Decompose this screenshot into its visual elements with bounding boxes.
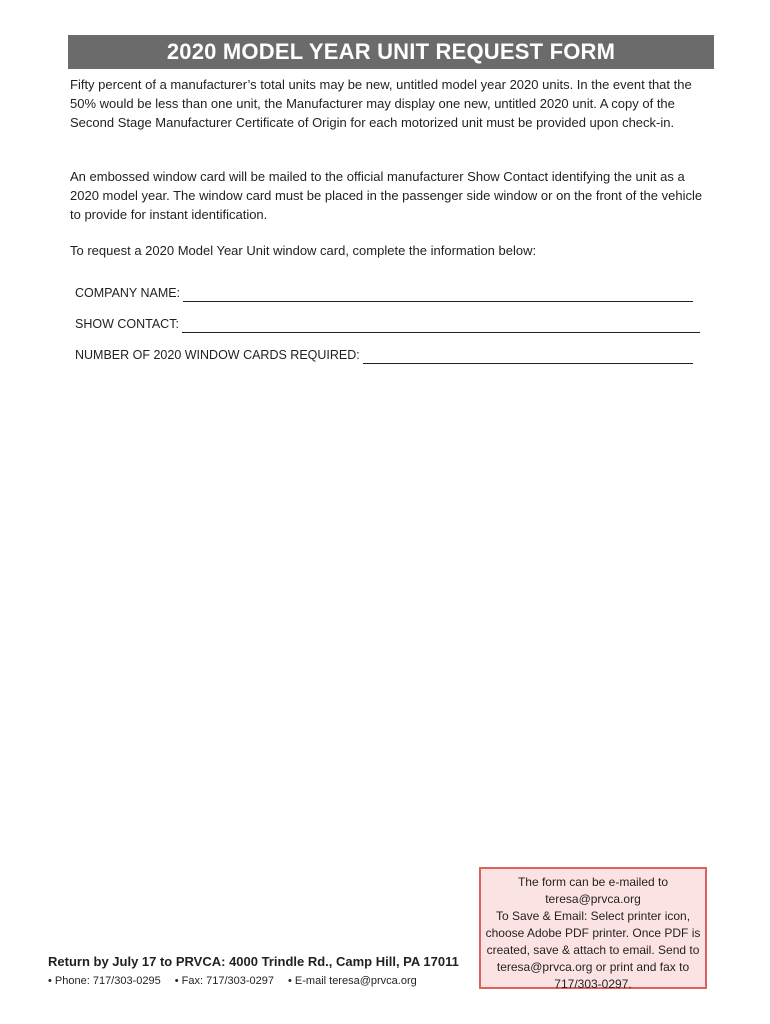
return-address: Return by July 17 to PRVCA: 4000 Trindle Rd., Camp Hill, PA 17011	[48, 954, 459, 969]
company-name-input[interactable]	[183, 287, 693, 302]
window-cards-input[interactable]	[363, 349, 693, 364]
email-note: The form can be e-mailed to teresa@prvca.org	[517, 875, 669, 906]
window-cards-label: NUMBER OF 2020 WINDOW CARDS REQUIRED:	[75, 348, 360, 362]
window-card-paragraph: An embossed window card will be mailed to the official manufacturer Show Contact identifying the unit as a 2020 model year. The window card must be placed in the passenger side window or on the front of the vehicle to provide for instant identification.	[70, 169, 703, 222]
fax-number: • Fax: 717/303-0297	[174, 975, 274, 987]
form-title: 2020 MODEL YEAR UNIT REQUEST FORM	[68, 35, 714, 69]
company-name-row	[75, 284, 693, 302]
window-cards-row	[75, 346, 693, 364]
phone-number: • Phone: 717/303-0295	[48, 975, 161, 987]
request-instructions: To request a 2020 Model Year Unit window card, complete the information below:	[70, 243, 537, 258]
company-name-label: COMPANY NAME:	[75, 286, 181, 300]
show-contact-row	[75, 315, 700, 333]
email-instructions-box	[479, 867, 707, 989]
email-address: • E-mail teresa@prvca.org	[288, 975, 417, 987]
intro-paragraph: Fifty percent of a manufacturer’s total units may be new, untitled model year 2020 units. In the event that the 50% would be less than one unit, the Manufacturer may display one new, untitled 2020 unit. A copy of the Second Stage Manufacturer Certificate of Origin for each motorized unit must be provided upon check-in.	[70, 77, 692, 130]
show-contact-input[interactable]	[182, 318, 700, 333]
contact-details	[48, 973, 459, 989]
show-contact-label: SHOW CONTACT:	[75, 317, 179, 331]
return-info	[48, 953, 459, 989]
save-instructions: To Save & Email: Select printer icon, choose Adobe PDF printer. Once PDF is created, save & attach to email. Send to teresa@prvca.org or print and fax to 717/303-0297.	[485, 909, 701, 991]
